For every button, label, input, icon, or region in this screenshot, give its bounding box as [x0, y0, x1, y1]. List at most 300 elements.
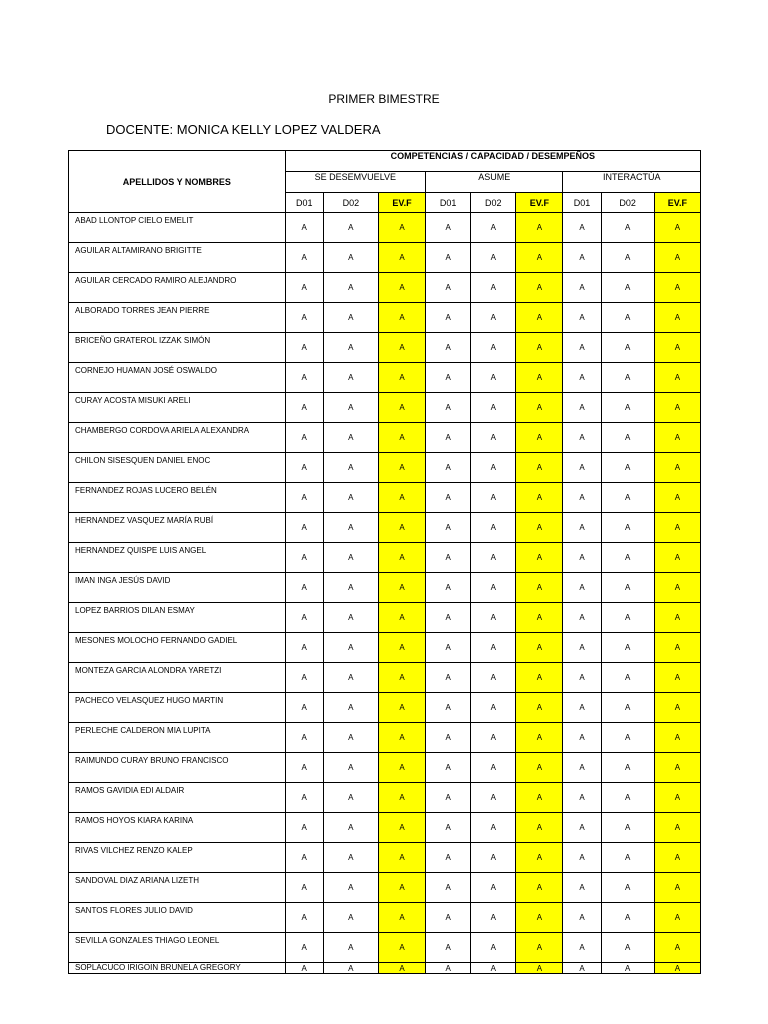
grade-cell: A: [516, 663, 563, 693]
grade-cell: A: [285, 693, 323, 723]
student-name: LOPEZ BARRIOS DILAN ESMAY: [69, 603, 286, 633]
table-row: [69, 873, 701, 903]
grade-cell: A: [378, 693, 425, 723]
grade-cell: A: [654, 753, 700, 783]
grade-cell: A: [426, 483, 471, 513]
grade-cell: A: [516, 363, 563, 393]
grade-cell: A: [285, 663, 323, 693]
grade-cell: A: [323, 753, 378, 783]
grade-cell: A: [378, 303, 425, 333]
grade-cell: A: [516, 273, 563, 303]
grade-cell: A: [563, 633, 601, 663]
grade-cell: A: [471, 273, 516, 303]
teacher-name: DOCENTE: MONICA KELLY LOPEZ VALDERA: [106, 122, 381, 137]
grade-cell: A: [323, 813, 378, 843]
student-name: RIVAS VILCHEZ RENZO KALEP: [69, 843, 286, 873]
grade-cell: A: [378, 783, 425, 813]
grade-cell: A: [601, 513, 654, 543]
subheader-d01: D01: [426, 193, 471, 213]
grade-cell: A: [426, 633, 471, 663]
grade-cell: A: [285, 933, 323, 963]
grade-cell: A: [378, 423, 425, 453]
student-name: CHILON SISESQUEN DANIEL ENOC: [69, 453, 286, 483]
grade-cell: A: [563, 273, 601, 303]
grade-cell: A: [471, 903, 516, 933]
grade-cell: A: [378, 963, 425, 974]
grade-cell: A: [471, 633, 516, 663]
grade-cell: A: [654, 363, 700, 393]
grade-cell: A: [654, 663, 700, 693]
grade-cell: A: [471, 843, 516, 873]
grade-cell: A: [654, 333, 700, 363]
grade-cell: A: [426, 393, 471, 423]
table-row: [69, 753, 701, 783]
grade-cell: A: [426, 243, 471, 273]
student-name: RAMOS HOYOS KIARA KARINA: [69, 813, 286, 843]
grade-cell: A: [654, 303, 700, 333]
grade-cell: A: [563, 843, 601, 873]
grade-cell: A: [654, 843, 700, 873]
grade-cell: A: [563, 393, 601, 423]
student-name: MESONES MOLOCHO FERNANDO GADIEL: [69, 633, 286, 663]
grade-cell: A: [285, 213, 323, 243]
grade-cell: A: [471, 963, 516, 974]
grade-cell: A: [516, 243, 563, 273]
grade-cell: A: [378, 663, 425, 693]
student-name: PERLECHE CALDERON MIA LUPITA: [69, 723, 286, 753]
subheader-ev-f: EV.F: [654, 193, 700, 213]
grade-cell: A: [654, 963, 700, 974]
grade-cell: A: [516, 723, 563, 753]
subheader-d02: D02: [471, 193, 516, 213]
grade-cell: A: [378, 483, 425, 513]
grade-cell: A: [426, 603, 471, 633]
grade-cell: A: [323, 393, 378, 423]
grade-cell: A: [516, 963, 563, 974]
grade-cell: A: [426, 333, 471, 363]
grades-table: [68, 150, 701, 974]
grade-cell: A: [323, 243, 378, 273]
subheader-d02: D02: [601, 193, 654, 213]
grade-cell: A: [563, 423, 601, 453]
grade-cell: A: [323, 273, 378, 303]
student-name: MONTEZA GARCIA ALONDRA YARETZI: [69, 663, 286, 693]
grade-cell: A: [563, 873, 601, 903]
grade-cell: A: [601, 903, 654, 933]
grade-cell: A: [323, 663, 378, 693]
grade-cell: A: [323, 453, 378, 483]
grade-cell: A: [471, 393, 516, 423]
grade-cell: A: [285, 453, 323, 483]
grade-cell: A: [378, 543, 425, 573]
student-name: FERNANDEZ ROJAS LUCERO BELÉN: [69, 483, 286, 513]
grade-cell: A: [563, 723, 601, 753]
table-row: [69, 543, 701, 573]
grade-cell: A: [378, 513, 425, 543]
grade-cell: A: [563, 663, 601, 693]
grade-cell: A: [516, 513, 563, 543]
table-row: [69, 693, 701, 723]
table-row: [69, 663, 701, 693]
grade-cell: A: [471, 783, 516, 813]
subheader-ev-f: EV.F: [378, 193, 425, 213]
grade-cell: A: [378, 813, 425, 843]
grade-cell: A: [426, 573, 471, 603]
grade-cell: A: [563, 363, 601, 393]
grade-cell: A: [471, 693, 516, 723]
grade-cell: A: [426, 783, 471, 813]
grade-cell: A: [516, 753, 563, 783]
subheader-ev-f: EV.F: [516, 193, 563, 213]
grade-cell: A: [323, 543, 378, 573]
grade-cell: A: [471, 543, 516, 573]
group-header-asume: ASUME: [426, 172, 563, 193]
grade-cell: A: [471, 513, 516, 543]
grade-cell: A: [516, 813, 563, 843]
table-row: [69, 393, 701, 423]
grade-cell: A: [516, 543, 563, 573]
table-row: [69, 633, 701, 663]
table-row: [69, 843, 701, 873]
grade-cell: A: [378, 393, 425, 423]
grade-cell: A: [563, 333, 601, 363]
grade-cell: A: [323, 603, 378, 633]
grade-cell: A: [323, 303, 378, 333]
grade-cell: A: [601, 453, 654, 483]
grade-cell: A: [323, 873, 378, 903]
student-name: SANTOS FLORES JULIO DAVID: [69, 903, 286, 933]
grade-cell: A: [654, 243, 700, 273]
grade-cell: A: [378, 333, 425, 363]
student-name: BRICEÑO GRATEROL IZZAK SIMÓN: [69, 333, 286, 363]
student-name: HERNANDEZ VASQUEZ MARÍA RUBÍ: [69, 513, 286, 543]
grade-cell: A: [426, 753, 471, 783]
student-name: ALBORADO TORRES JEAN PIERRE: [69, 303, 286, 333]
table-row: [69, 903, 701, 933]
subheader-d01: D01: [285, 193, 323, 213]
grade-cell: A: [426, 903, 471, 933]
grade-cell: A: [563, 483, 601, 513]
grade-cell: A: [601, 963, 654, 974]
grade-cell: A: [426, 723, 471, 753]
grade-cell: A: [285, 363, 323, 393]
table-row: [69, 813, 701, 843]
grade-cell: A: [285, 303, 323, 333]
grade-cell: A: [471, 723, 516, 753]
grade-cell: A: [601, 873, 654, 903]
grade-cell: A: [516, 483, 563, 513]
student-name: CURAY ACOSTA MISUKI ARELI: [69, 393, 286, 423]
table-row: [69, 783, 701, 813]
grade-cell: A: [516, 573, 563, 603]
grade-cell: A: [563, 513, 601, 543]
grade-cell: A: [285, 273, 323, 303]
grade-cell: A: [426, 453, 471, 483]
grade-cell: A: [285, 483, 323, 513]
grade-cell: A: [378, 633, 425, 663]
grade-cell: A: [323, 843, 378, 873]
grade-cell: A: [471, 483, 516, 513]
subheader-d02: D02: [323, 193, 378, 213]
grade-cell: A: [601, 783, 654, 813]
grade-cell: A: [323, 483, 378, 513]
grade-cell: A: [471, 243, 516, 273]
grade-cell: A: [285, 783, 323, 813]
grade-cell: A: [654, 873, 700, 903]
grade-cell: A: [285, 843, 323, 873]
table-row: [69, 513, 701, 543]
grade-cell: A: [601, 693, 654, 723]
name-column-header: APELLIDOS Y NOMBRES: [69, 151, 286, 213]
grade-cell: A: [471, 933, 516, 963]
student-name: SOPLACUCO IRIGOIN BRUNELA GREGORY: [69, 963, 286, 974]
student-name: SANDOVAL DIAZ ARIANA LIZETH: [69, 873, 286, 903]
table-row: [69, 963, 701, 974]
grade-cell: A: [471, 813, 516, 843]
grade-cell: A: [654, 543, 700, 573]
grade-cell: A: [654, 693, 700, 723]
grade-cell: A: [426, 873, 471, 903]
grade-cell: A: [285, 243, 323, 273]
grade-cell: A: [601, 363, 654, 393]
grade-cell: A: [426, 363, 471, 393]
grade-cell: A: [378, 273, 425, 303]
grade-cell: A: [563, 753, 601, 783]
grade-cell: A: [426, 663, 471, 693]
grade-cell: A: [601, 633, 654, 663]
subheader-d01: D01: [563, 193, 601, 213]
grade-cell: A: [601, 843, 654, 873]
page-title: PRIMER BIMESTRE: [328, 92, 440, 106]
grade-cell: A: [601, 753, 654, 783]
grade-cell: A: [563, 453, 601, 483]
table-row: [69, 213, 701, 243]
grade-cell: A: [654, 273, 700, 303]
grade-cell: A: [563, 303, 601, 333]
grade-cell: A: [516, 873, 563, 903]
group-header-se-desemvuelve: SE DESEMVUELVE: [285, 172, 425, 193]
grade-cell: A: [516, 303, 563, 333]
grade-cell: A: [323, 723, 378, 753]
grade-cell: A: [601, 393, 654, 423]
grade-cell: A: [654, 903, 700, 933]
grade-cell: A: [426, 813, 471, 843]
grade-cell: A: [426, 843, 471, 873]
table-row: [69, 303, 701, 333]
table-row: [69, 723, 701, 753]
grade-cell: A: [323, 693, 378, 723]
grade-cell: A: [563, 933, 601, 963]
grade-cell: A: [654, 453, 700, 483]
grade-cell: A: [285, 723, 323, 753]
competencias-header: COMPETENCIAS / CAPACIDAD / DESEMPEÑOS: [285, 151, 700, 172]
grade-cell: A: [471, 753, 516, 783]
grade-cell: A: [516, 603, 563, 633]
grade-cell: A: [426, 963, 471, 974]
grade-cell: A: [601, 663, 654, 693]
grade-cell: A: [516, 933, 563, 963]
grade-cell: A: [323, 213, 378, 243]
grade-cell: A: [516, 843, 563, 873]
grade-cell: A: [601, 723, 654, 753]
grade-cell: A: [471, 423, 516, 453]
table-row: [69, 933, 701, 963]
student-name: AGUILAR CERCADO RAMIRO ALEJANDRO: [69, 273, 286, 303]
grade-cell: A: [471, 663, 516, 693]
grade-cell: A: [516, 393, 563, 423]
table-row: [69, 453, 701, 483]
grade-cell: A: [378, 213, 425, 243]
grade-cell: A: [378, 873, 425, 903]
grade-cell: A: [563, 813, 601, 843]
grade-cell: A: [323, 423, 378, 453]
grade-cell: A: [426, 933, 471, 963]
grade-cell: A: [426, 693, 471, 723]
grade-cell: A: [601, 603, 654, 633]
table-row: [69, 423, 701, 453]
grade-cell: A: [601, 303, 654, 333]
grade-cell: A: [378, 933, 425, 963]
grade-cell: A: [323, 903, 378, 933]
grade-cell: A: [285, 903, 323, 933]
grade-cell: A: [516, 783, 563, 813]
grade-cell: A: [378, 843, 425, 873]
grade-cell: A: [563, 603, 601, 633]
table-row: [69, 573, 701, 603]
grade-cell: A: [323, 933, 378, 963]
table-row: [69, 333, 701, 363]
grade-cell: A: [285, 873, 323, 903]
grade-cell: A: [285, 813, 323, 843]
grade-cell: A: [426, 513, 471, 543]
grade-cell: A: [285, 603, 323, 633]
grade-cell: A: [323, 333, 378, 363]
grade-cell: A: [601, 813, 654, 843]
grade-cell: A: [378, 243, 425, 273]
grade-cell: A: [654, 483, 700, 513]
grade-cell: A: [285, 753, 323, 783]
grade-cell: A: [285, 333, 323, 363]
grade-cell: A: [285, 423, 323, 453]
grade-cell: A: [426, 213, 471, 243]
grade-cell: A: [601, 573, 654, 603]
grade-cell: A: [323, 963, 378, 974]
grade-cell: A: [285, 543, 323, 573]
grade-cell: A: [285, 573, 323, 603]
grade-cell: A: [323, 513, 378, 543]
grade-cell: A: [654, 933, 700, 963]
grade-cell: A: [601, 213, 654, 243]
grade-cell: A: [654, 573, 700, 603]
grade-cell: A: [516, 333, 563, 363]
grade-cell: A: [471, 213, 516, 243]
grade-cell: A: [601, 933, 654, 963]
grade-cell: A: [378, 453, 425, 483]
grade-cell: A: [426, 423, 471, 453]
student-name: ABAD LLONTOP CIELO EMELIT: [69, 213, 286, 243]
grade-cell: A: [378, 363, 425, 393]
grade-cell: A: [516, 453, 563, 483]
grade-cell: A: [563, 543, 601, 573]
grade-cell: A: [378, 723, 425, 753]
grade-cell: A: [516, 213, 563, 243]
grade-cell: A: [323, 363, 378, 393]
grade-cell: A: [471, 333, 516, 363]
grade-cell: A: [601, 243, 654, 273]
grade-cell: A: [323, 573, 378, 603]
grade-cell: A: [654, 783, 700, 813]
grade-cell: A: [563, 693, 601, 723]
grade-cell: A: [285, 633, 323, 663]
grade-cell: A: [323, 783, 378, 813]
grade-cell: A: [378, 603, 425, 633]
grade-cell: A: [563, 243, 601, 273]
grade-cell: A: [471, 363, 516, 393]
student-name: CHAMBERGO CORDOVA ARIELA ALEXANDRA: [69, 423, 286, 453]
grade-cell: A: [601, 273, 654, 303]
grade-cell: A: [516, 903, 563, 933]
student-name: HERNANDEZ QUISPE LUIS ANGEL: [69, 543, 286, 573]
grade-cell: A: [601, 543, 654, 573]
grade-cell: A: [516, 693, 563, 723]
grade-cell: A: [601, 333, 654, 363]
student-name: AGUILAR ALTAMIRANO BRIGITTE: [69, 243, 286, 273]
grade-cell: A: [285, 963, 323, 974]
grade-cell: A: [563, 783, 601, 813]
grade-cell: A: [323, 633, 378, 663]
table-row: [69, 363, 701, 393]
grade-cell: A: [654, 633, 700, 663]
grade-cell: A: [654, 723, 700, 753]
grade-cell: A: [426, 273, 471, 303]
grade-cell: A: [471, 573, 516, 603]
grade-cell: A: [471, 603, 516, 633]
grade-cell: A: [654, 513, 700, 543]
table-row: [69, 243, 701, 273]
grade-cell: A: [378, 753, 425, 783]
grade-cell: A: [471, 303, 516, 333]
student-name: IMAN INGA JESÚS DAVID: [69, 573, 286, 603]
student-name: RAMOS GAVIDIA EDI ALDAIR: [69, 783, 286, 813]
grade-cell: A: [471, 873, 516, 903]
table-row: [69, 273, 701, 303]
grade-cell: A: [563, 573, 601, 603]
grade-cell: A: [563, 963, 601, 974]
grade-cell: A: [563, 213, 601, 243]
group-header-interactua: INTERACTÚA: [563, 172, 701, 193]
grade-cell: A: [654, 603, 700, 633]
student-name: RAIMUNDO CURAY BRUNO FRANCISCO: [69, 753, 286, 783]
grade-cell: A: [378, 573, 425, 603]
grade-cell: A: [654, 393, 700, 423]
student-name: CORNEJO HUAMAN JOSÉ OSWALDO: [69, 363, 286, 393]
student-name: SEVILLA GONZALES THIAGO LEONEL: [69, 933, 286, 963]
grade-cell: A: [426, 303, 471, 333]
grade-cell: A: [654, 213, 700, 243]
grade-cell: A: [654, 423, 700, 453]
grade-cell: A: [285, 393, 323, 423]
student-name: PACHECO VELASQUEZ HUGO MARTIN: [69, 693, 286, 723]
grade-cell: A: [285, 513, 323, 543]
table-row: [69, 603, 701, 633]
grade-cell: A: [471, 453, 516, 483]
grade-cell: A: [516, 423, 563, 453]
grade-cell: A: [516, 633, 563, 663]
table-row: [69, 483, 701, 513]
grade-cell: A: [563, 903, 601, 933]
grade-cell: A: [378, 903, 425, 933]
grade-cell: A: [601, 483, 654, 513]
